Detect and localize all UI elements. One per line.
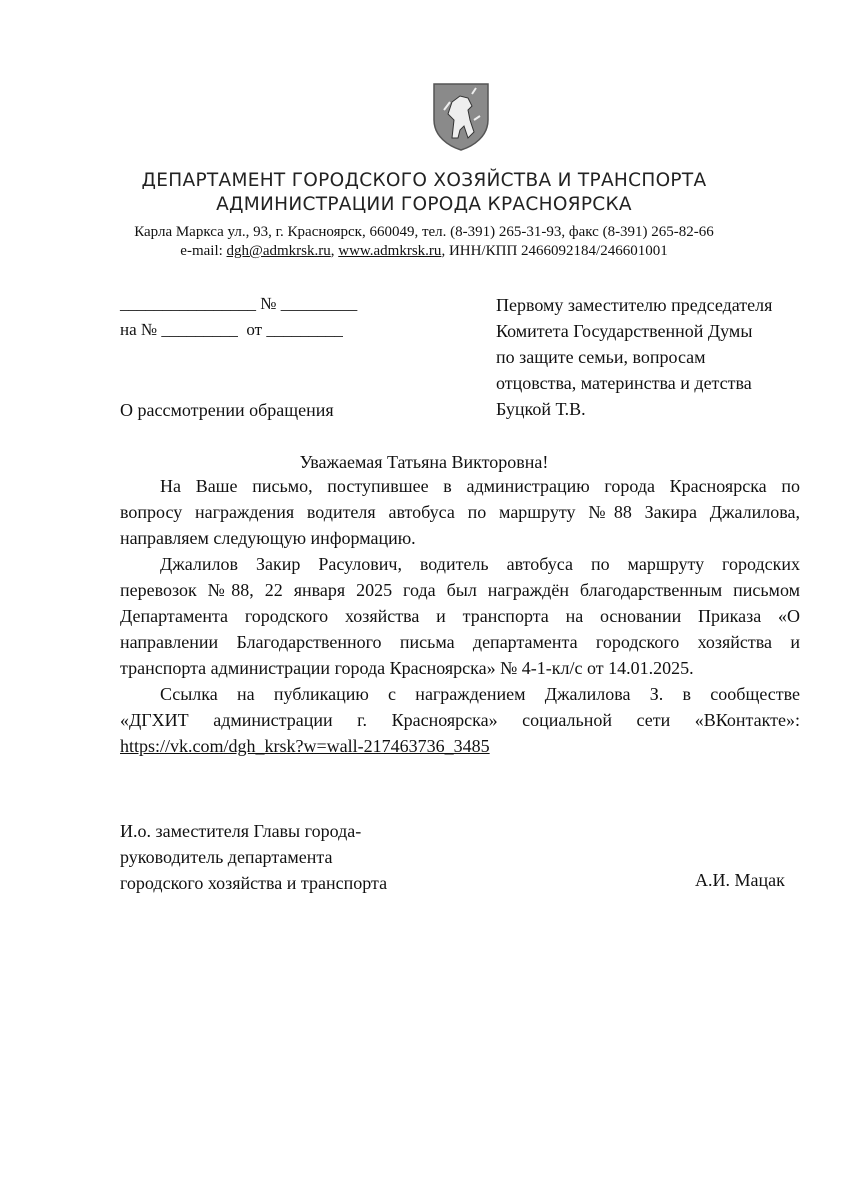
outgoing-number-line: [120, 294, 357, 314]
org-contacts: [0, 243, 848, 260]
signatory-position: [120, 818, 387, 896]
position-line: руководитель департамента: [120, 847, 333, 867]
addressee-line: по защите семьи, вопросам: [496, 347, 706, 367]
email-link[interactable]: dgh@admkrsk.ru: [226, 243, 331, 259]
coat-of-arms-emblem: [430, 80, 492, 152]
position-line: городского хозяйства и транспорта: [120, 873, 388, 893]
reply-date-label: от: [246, 320, 263, 339]
addressee-block: [496, 292, 772, 422]
paragraph-line: «ДГХИТ администрации г. Красноярска» социальной сети «ВКонтакте»:: [120, 710, 800, 730]
reply-number-label: на №: [120, 320, 158, 339]
paragraph-line: направляем следующую информацию.: [120, 528, 416, 548]
paragraph-line: транспорта администрации города Красноярска» № 4-1-кл/с от 14.01.2025.: [120, 658, 694, 678]
website-link[interactable]: www.admkrsk.ru: [338, 243, 442, 259]
addressee-line: отцовства, материнства и детства: [496, 373, 752, 393]
paragraph-line: Ссылка на публикацию с награждением Джалилова З. в сообществе: [160, 684, 800, 704]
reply-number-blank: _________: [161, 320, 238, 339]
signatory-name: А.И. Мацак: [695, 870, 785, 890]
addressee-line: Комитета Государственной Думы: [496, 321, 753, 341]
org-name-line2: АДМИНИСТРАЦИИ ГОРОДА КРАСНОЯРСКА: [216, 194, 632, 215]
email-label: e-mail:: [180, 243, 227, 259]
date-blank: ________________: [120, 294, 256, 313]
number-label: №: [260, 294, 277, 313]
paragraph-line: перевозок №88, 22 января 2025 года был награждён благодарственным письмом: [120, 580, 800, 600]
reply-to-line: [120, 320, 343, 340]
position-line: И.о. заместителя Главы города-: [120, 821, 362, 841]
vk-post-link[interactable]: https://vk.com/dgh_krsk?w=wall-217463736_3485: [120, 736, 490, 756]
greeting: Уважаемая Татьяна Викторовна!: [299, 452, 549, 472]
separator: ,: [330, 243, 339, 259]
org-address: Карла Маркса ул., 93, г. Красноярск, 660049, тел. (8-391) 265-31-93, факс (8-391) 265-82-66: [134, 224, 714, 240]
addressee-line: Первому заместителю председателя: [496, 295, 773, 315]
paragraph-line: Департамента городского хозяйства и транспорта на основании Приказа «О: [120, 606, 800, 626]
paragraph-line: вопросу награждения водителя автобуса по маршруту №88 Закира Джалилова,: [120, 502, 800, 522]
paragraph-line: На Ваше письмо, поступившее в администрацию города Красноярска по: [160, 476, 800, 496]
paragraph-line: направлении Благодарственного письма департамента городского хозяйства и: [120, 632, 800, 652]
subject: О рассмотрении обращения: [120, 400, 334, 420]
inn-kpp: , ИНН/КПП 2466092184/246601001: [441, 243, 668, 259]
reply-date-blank: _________: [266, 320, 343, 339]
addressee-line: Буцкой Т.В.: [496, 399, 586, 419]
org-name-line1: ДЕПАРТАМЕНТ ГОРОДСКОГО ХОЗЯЙСТВА И ТРАНСПОРТА: [141, 170, 707, 191]
paragraph-line: Джалилов Закир Расулович, водитель автобуса по маршруту городских: [160, 554, 800, 574]
number-blank: _________: [280, 294, 358, 313]
